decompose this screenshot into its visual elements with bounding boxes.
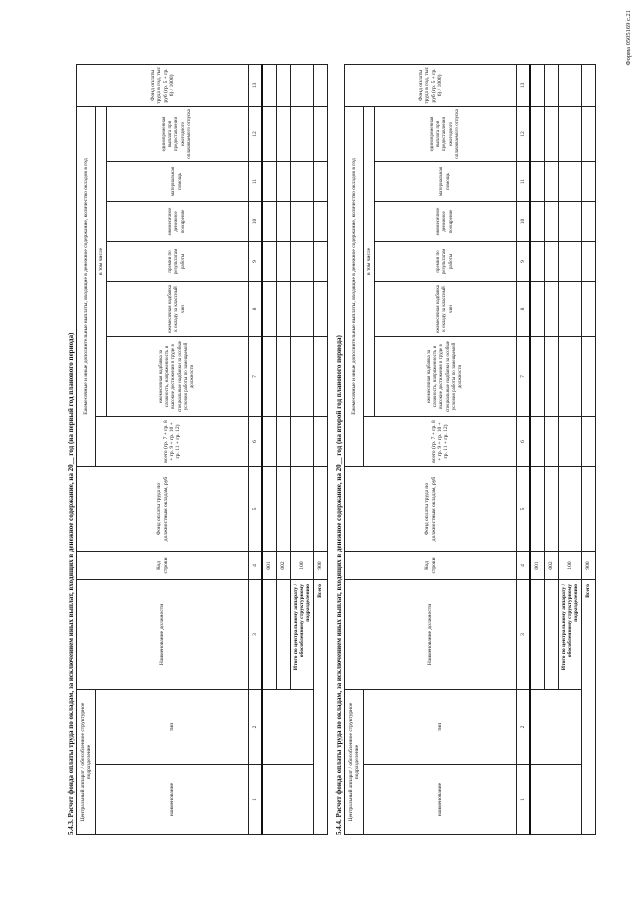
data-cell[interactable]	[291, 282, 314, 337]
col-number: 7	[517, 337, 531, 417]
data-cell[interactable]	[559, 467, 582, 552]
data-cell[interactable]	[277, 242, 291, 282]
col9-header: премии по результатам работы	[107, 242, 249, 282]
col8-header: ежемесячная надбавка к окладу за классный чин	[107, 282, 249, 337]
data-cell[interactable]	[559, 242, 582, 282]
row-code: 100	[559, 552, 582, 580]
data-cell[interactable]	[545, 162, 559, 202]
salary-fund-table	[76, 64, 328, 835]
data-cell[interactable]	[582, 64, 596, 106]
col-number: 9	[517, 242, 531, 282]
position-header: Наименование должности	[77, 580, 249, 690]
name-cell[interactable]	[530, 765, 582, 835]
col11-header: материальная помощь	[107, 162, 249, 202]
row-code: 900	[582, 552, 596, 580]
line-code-header: Код строки	[345, 552, 517, 580]
position-cell[interactable]	[262, 580, 277, 690]
row-code: 002	[277, 552, 291, 580]
col-number: 9	[249, 242, 263, 282]
data-cell[interactable]	[582, 282, 596, 337]
form-code: Форма 0505169 с.21	[625, 10, 632, 66]
data-cell[interactable]	[314, 282, 328, 337]
data-cell[interactable]	[277, 417, 291, 467]
data-cell[interactable]	[277, 202, 291, 242]
data-cell[interactable]	[291, 417, 314, 467]
col7-header: ежемесячная надбавка за сложность, напряженность и высокие достижения в труде в специальные надбавки за особые условия работы по замещаемой должности	[107, 337, 249, 417]
data-cell[interactable]	[545, 467, 559, 552]
data-cell[interactable]	[545, 417, 559, 467]
col12-header: единовременная выплата при предоставлении ежегодного оплачиваемого отпуска	[107, 106, 249, 161]
data-cell[interactable]	[291, 64, 314, 106]
grand-total-label: Всего	[314, 580, 328, 835]
col10-header: ежемесячное денежное поощрение	[375, 202, 517, 242]
col-number: 4	[249, 552, 263, 580]
col-number: 3	[517, 580, 531, 690]
name-cell[interactable]	[262, 765, 314, 835]
rotated-page	[60, 55, 600, 855]
col10-header: ежемесячное денежное поощрение	[107, 202, 249, 242]
col-number: 7	[249, 337, 263, 417]
data-cell[interactable]	[559, 202, 582, 242]
division-header: Центральный аппарат / обособленное структурное подразделение	[345, 690, 364, 835]
data-cell[interactable]	[530, 282, 545, 337]
data-cell[interactable]	[559, 106, 582, 161]
data-cell[interactable]	[262, 282, 277, 337]
col-number: 12	[249, 106, 263, 161]
data-cell[interactable]	[277, 282, 291, 337]
col-number: 10	[249, 202, 263, 242]
grand-total-label: Всего	[582, 580, 596, 835]
data-cell[interactable]	[559, 337, 582, 417]
data-cell[interactable]	[291, 162, 314, 202]
data-cell[interactable]	[262, 337, 277, 417]
col7-header: ежемесячная надбавка за сложность, напряженность и высокие достижения в труде в специальные надбавки за особые условия работы по замещаемой должности	[375, 337, 517, 417]
data-cell[interactable]	[545, 64, 559, 106]
data-cell[interactable]	[262, 467, 277, 552]
data-cell[interactable]	[262, 64, 277, 106]
fund-total-header: Фонд оплаты труда в год, тыс руб (гр. 5 + гр. 6) / 1000)	[345, 64, 517, 106]
data-cell[interactable]	[291, 202, 314, 242]
total-header: всего (гр. 7 + гр. 8 + гр. 9 + гр. 10 + гр. 11 + гр. 12)	[364, 417, 517, 467]
col11-header: материальная помощь	[375, 162, 517, 202]
data-cell[interactable]	[262, 202, 277, 242]
data-cell[interactable]	[314, 202, 328, 242]
data-cell[interactable]	[582, 242, 596, 282]
data-cell[interactable]	[314, 106, 328, 161]
data-cell[interactable]	[530, 467, 545, 552]
data-cell[interactable]	[530, 162, 545, 202]
fund-total-header: Фонд оплаты труда в год, тыс руб (гр. 5 + гр. 6) / 1000)	[77, 64, 249, 106]
col-number: 1	[517, 765, 531, 835]
data-cell[interactable]	[582, 106, 596, 161]
row-code: 002	[545, 552, 559, 580]
division-header: Центральный аппарат / обособленное структурное подразделение	[77, 690, 96, 835]
data-cell[interactable]	[262, 106, 277, 161]
data-cell[interactable]	[314, 64, 328, 106]
row-code: 001	[262, 552, 277, 580]
division-total-label: Итого по центральному аппарату / обособленному структурному подразделению	[559, 580, 582, 690]
data-cell[interactable]	[530, 64, 545, 106]
data-cell[interactable]	[582, 162, 596, 202]
type-header: тип	[96, 690, 249, 765]
data-cell[interactable]	[262, 242, 277, 282]
position-cell[interactable]	[530, 580, 545, 690]
col-number: 11	[249, 162, 263, 202]
data-cell[interactable]	[314, 467, 328, 552]
data-cell[interactable]	[277, 64, 291, 106]
data-cell[interactable]	[559, 417, 582, 467]
data-cell[interactable]	[314, 162, 328, 202]
name-header: наименование	[364, 765, 517, 835]
data-cell[interactable]	[582, 337, 596, 417]
data-cell[interactable]	[545, 282, 559, 337]
data-cell[interactable]	[277, 337, 291, 417]
data-cell[interactable]	[559, 64, 582, 106]
col-number: 2	[517, 690, 531, 765]
name-header: наименование	[96, 765, 249, 835]
col-number: 11	[517, 162, 531, 202]
data-cell[interactable]	[530, 242, 545, 282]
data-cell[interactable]	[291, 467, 314, 552]
data-cell[interactable]	[277, 106, 291, 161]
data-cell[interactable]	[277, 162, 291, 202]
data-cell[interactable]	[262, 162, 277, 202]
line-code-header: Код строки	[77, 552, 249, 580]
section-title: 5.4.3. Расчет фонда оплаты труда по окладам, за исключением иных выплат, входящих в денежное содержание, на 20__ год (на первый год планового периода)	[67, 332, 75, 835]
data-cell[interactable]	[314, 242, 328, 282]
salary-fund-header: Фонд оплаты труда по должностным окладам, руб	[77, 467, 249, 552]
salary-fund-header: Фонд оплаты труда по должностным окладам, руб	[345, 467, 517, 552]
type-header: тип	[364, 690, 517, 765]
section-5-4-3	[66, 65, 328, 835]
data-cell[interactable]	[277, 467, 291, 552]
data-cell[interactable]	[545, 337, 559, 417]
col-number: 6	[517, 417, 531, 467]
row-code: 100	[291, 552, 314, 580]
data-cell[interactable]	[559, 282, 582, 337]
position-cell[interactable]	[277, 580, 291, 690]
data-cell[interactable]	[582, 467, 596, 552]
data-cell[interactable]	[314, 337, 328, 417]
col9-header: премии по результатам работы	[375, 242, 517, 282]
col-number: 13	[517, 64, 531, 106]
salary-fund-table	[344, 64, 596, 835]
data-cell[interactable]	[559, 162, 582, 202]
col8-header: ежемесячная надбавка к окладу за классный чин	[375, 282, 517, 337]
data-cell[interactable]	[582, 417, 596, 467]
row-code: 900	[314, 552, 328, 580]
in-that-header: в том числе	[364, 106, 375, 416]
data-cell[interactable]	[545, 106, 559, 161]
col-number: 8	[249, 282, 263, 337]
data-cell[interactable]	[530, 106, 545, 161]
col12-header: единовременная выплата при предоставлении ежегодного оплачиваемого отпуска	[375, 106, 517, 161]
position-cell[interactable]	[545, 580, 559, 690]
data-cell[interactable]	[291, 106, 314, 161]
data-cell[interactable]	[291, 242, 314, 282]
row-code: 001	[530, 552, 545, 580]
data-cell[interactable]	[545, 202, 559, 242]
col-number: 8	[517, 282, 531, 337]
col-number: 3	[249, 580, 263, 690]
data-cell[interactable]	[582, 202, 596, 242]
data-cell[interactable]	[262, 417, 277, 467]
data-cell[interactable]	[545, 242, 559, 282]
other-pay-header: Ежемесячные и иные дополнительные выплаты, входящие в денежное содержание, количество окладов в год	[345, 106, 364, 466]
col-number: 4	[517, 552, 531, 580]
col-number: 12	[517, 106, 531, 161]
total-header: всего (гр. 7 + гр. 8 + гр. 9 + гр. 10 + гр. 11 + гр. 12)	[96, 417, 249, 467]
col-number: 2	[249, 690, 263, 765]
col-number: 13	[249, 64, 263, 106]
col-number: 10	[517, 202, 531, 242]
data-cell[interactable]	[530, 337, 545, 417]
col-number: 5	[249, 467, 263, 552]
data-cell[interactable]	[291, 337, 314, 417]
col-number: 5	[517, 467, 531, 552]
data-cell[interactable]	[530, 202, 545, 242]
type-cell[interactable]	[530, 690, 582, 765]
col-number: 1	[249, 765, 263, 835]
data-cell[interactable]	[314, 417, 328, 467]
position-header: Наименование должности	[345, 580, 517, 690]
section-5-4-4	[334, 65, 596, 835]
in-that-header: в том числе	[96, 106, 107, 416]
section-title: 5.4.4. Расчет фонда оплаты труда по окладам, за исключением иных выплат, входящих в денежное содержание, на 20__ год (на второй год планового периода)	[335, 335, 343, 835]
division-total-label: Итого по центральному аппарату / обособленному структурному подразделению	[291, 580, 314, 690]
other-pay-header: Ежемесячные и иные дополнительные выплаты, входящие в денежное содержание, количество окладов в год	[77, 106, 96, 466]
type-cell[interactable]	[262, 690, 314, 765]
data-cell[interactable]	[530, 417, 545, 467]
col-number: 6	[249, 417, 263, 467]
